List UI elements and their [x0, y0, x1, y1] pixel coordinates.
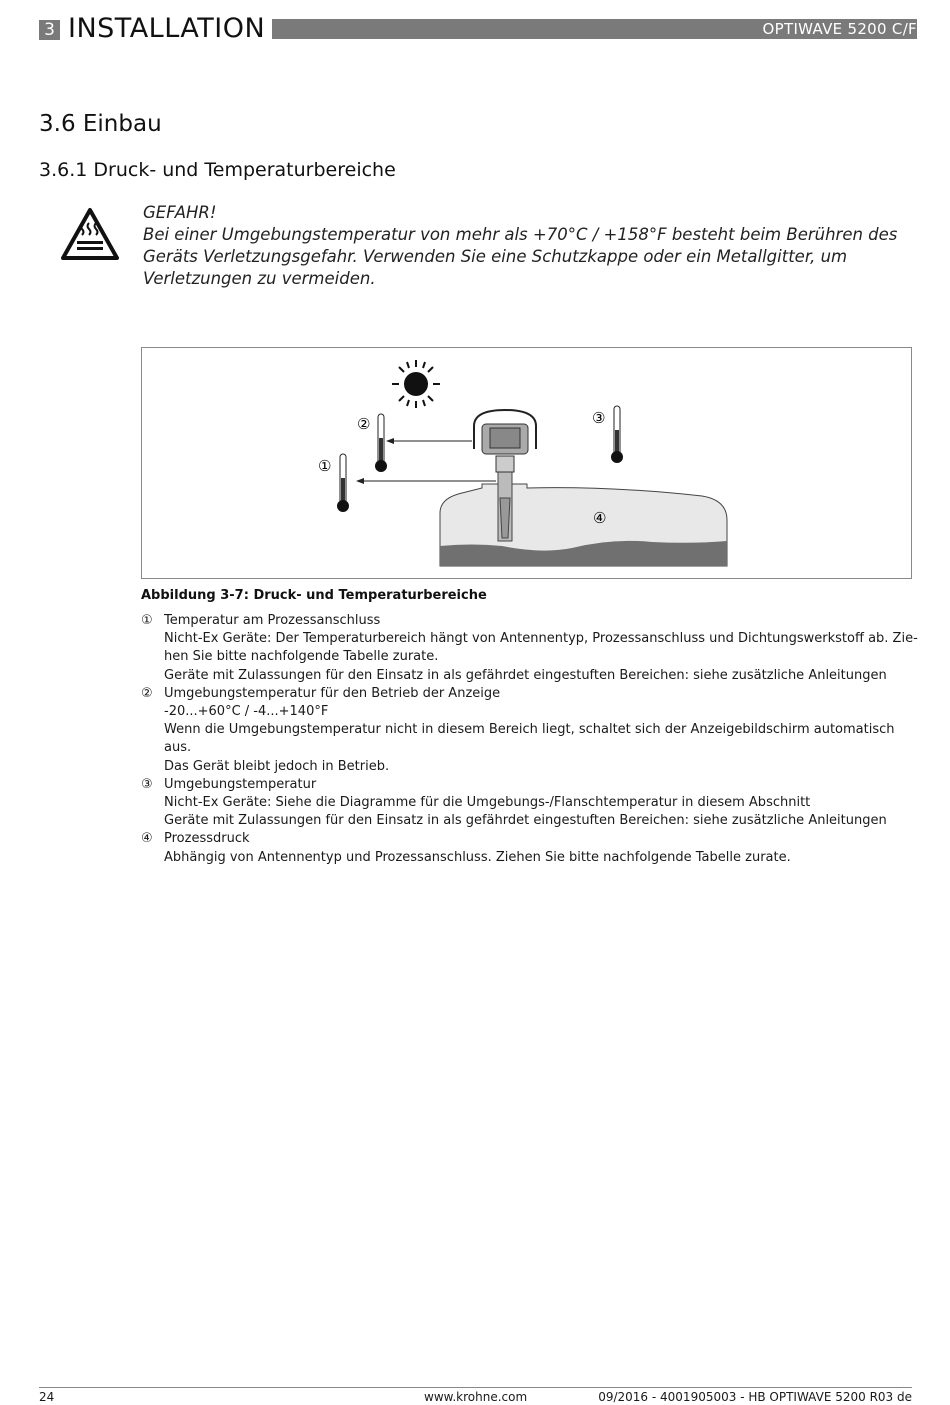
section-heading: 3.6 Einbau — [39, 111, 162, 137]
product-name: OPTIWAVE 5200 C/F — [762, 20, 917, 38]
legend-item — [141, 612, 921, 685]
warning-block — [143, 202, 903, 290]
footer-rule — [39, 1387, 912, 1388]
legend-line: Geräte mit Zulassungen für den Einsatz in als gefährdet eingestuften Bereichen: siehe zusätzliche Anleitungen — [164, 667, 887, 683]
legend-line: Abhängig von Antennentyp und Prozessanschluss. Ziehen Sie bitte nachfolgende Tabelle zurate. — [164, 849, 791, 865]
figure-illustration — [142, 348, 911, 578]
legend-line: Umgebungstemperatur für den Betrieb der Anzeige — [164, 685, 501, 701]
thermometer-2-icon — [375, 414, 387, 472]
page-number: 24 — [39, 1390, 55, 1404]
warning-title: GEFAHR! — [143, 203, 217, 222]
subsection-heading: 3.6.1 Druck- und Temperaturbereiche — [39, 159, 396, 181]
legend-item — [141, 830, 921, 866]
figure-marker-4: ④ — [593, 509, 607, 527]
legend-line: hen Sie bitte nachfolgende Tabelle zurate. — [164, 649, 439, 665]
legend-line: -20...+60°C / -4...+140°F — [164, 704, 329, 720]
legend-item — [141, 685, 921, 776]
figure-marker-2: ② — [357, 415, 371, 433]
legend-line: Nicht-Ex Geräte: Der Temperaturbereich hängt von Antennentyp, Prozessanschluss und Dichtungswerkstoff ab. Zie- — [164, 631, 918, 647]
legend-line: Geräte mit Zulassungen für den Einsatz in als gefährdet eingestuften Bereichen: siehe zusätzliche Anleitungen — [164, 813, 887, 829]
legend-line: Temperatur am Prozessanschluss — [164, 613, 381, 628]
sun-icon — [392, 360, 440, 408]
hot-surface-warning-icon — [60, 207, 120, 261]
legend-line: Nicht-Ex Geräte: Siehe die Diagramme für die Umgebungs-/Flanschtemperatur in diesem Abschnitt — [164, 795, 811, 811]
figure-frame — [141, 347, 912, 579]
footer-document-id: 09/2016 - 4001905003 - HB OPTIWAVE 5200 R03 de — [598, 1390, 912, 1404]
thermometer-3-icon — [611, 406, 623, 463]
figure-caption: Abbildung 3-7: Druck- und Temperaturbereiche — [141, 588, 487, 603]
legend-line: Wenn die Umgebungstemperatur nicht in diesem Bereich liegt, schaltet sich der Anzeigebildschirm automatisch aus. — [164, 722, 895, 756]
legend-marker: ② — [141, 685, 153, 701]
footer-url: www.krohne.com — [424, 1390, 528, 1404]
thermometer-1-icon — [337, 454, 349, 512]
legend-line: Prozessdruck — [164, 831, 250, 847]
warning-text: Bei einer Umgebungstemperatur von mehr als +70°C / +158°F besteht beim Berühren des Geräts Verletzungsgefahr. Verwenden Sie eine Schutzkappe oder ein Metallgitter, um Verletzungen zu vermeiden. — [143, 225, 898, 288]
figure-marker-1: ① — [318, 457, 332, 475]
figure-marker-3: ③ — [592, 409, 606, 427]
chapter-number: 3 — [39, 20, 60, 40]
chapter-title: INSTALLATION — [68, 13, 266, 44]
figure-legend — [141, 612, 921, 867]
legend-item — [141, 776, 921, 831]
legend-marker: ③ — [141, 776, 153, 792]
legend-marker: ① — [141, 613, 153, 628]
legend-line: Umgebungstemperatur — [164, 776, 317, 792]
legend-marker: ④ — [141, 831, 153, 847]
legend-line: Das Gerät bleibt jedoch in Betrieb. — [164, 758, 390, 774]
